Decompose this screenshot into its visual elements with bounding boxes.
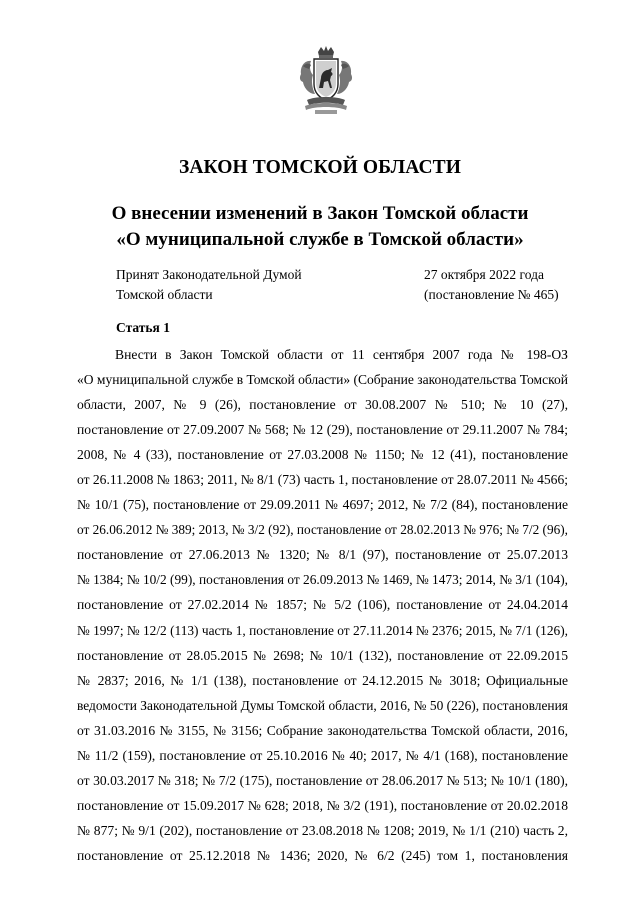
article-line: ведомости Законодательной Думы Томской области, 2016, № 50 (226), постановления: [77, 697, 568, 713]
article-line: постановление от 27.09.2007 № 568; № 12 (29), постановление от 29.11.2007 № 784;: [77, 422, 568, 438]
article-line: от 26.11.2008 № 1863; 2011, № 8/1 (73) часть 1, постановление от 28.07.2011 № 4566;: [77, 472, 568, 488]
article-line: от 30.03.2017 № 318; № 7/2 (175), постановление от 28.06.2017 № 513; № 10/1 (180),: [77, 772, 568, 788]
article-body: [77, 342, 568, 868]
article-line: № 11/2 (159), постановление от 25.10.2016 № 40; 2017, № 4/1 (168), постановление: [77, 747, 568, 763]
article-line: постановление от 27.06.2013 № 1320; № 8/1 (97), постановление от 25.07.2013: [77, 547, 568, 563]
article-line: «О муниципальной службе в Томской области» (Собрание законодательства Томской: [77, 372, 568, 388]
article-line: постановление от 27.02.2014 № 1857; № 5/2 (106), постановление от 24.04.2014: [77, 597, 568, 613]
coat-of-arms-icon: [297, 44, 355, 116]
article-line: № 1997; № 12/2 (113) часть 1, постановление от 27.11.2014 № 2376; 2015, № 7/1 (126),: [77, 622, 568, 638]
adoption-body-line-1: Принят Законодательной Думой: [116, 267, 302, 282]
article-line: № 1384; № 10/2 (99), постановления от 26.09.2013 № 1469, № 1473; 2014, № 3/1 (104),: [77, 572, 568, 588]
law-title: ЗАКОН ТОМСКОЙ ОБЛАСТИ: [178, 157, 462, 178]
adoption-body-line-2: Томской области: [116, 287, 213, 302]
article-line: постановление от 25.12.2018 № 1436; 2020, № 6/2 (245) том 1, постановления: [77, 847, 568, 863]
law-subtitle-line-1: О внесении изменений в Закон Томской области: [111, 203, 529, 224]
article-line: № 2837; 2016, № 1/1 (138), постановление от 24.12.2015 № 3018; Официальные: [77, 672, 568, 688]
article-line: 2008, № 4 (33), постановление от 27.03.2008 № 1150; № 12 (41), постановление: [77, 447, 568, 463]
adoption-date: [424, 265, 559, 305]
law-subtitle-line-2: «О муниципальной службе в Томской области»: [116, 229, 524, 250]
adoption-date-line-1: 27 октября 2022 года: [424, 267, 544, 282]
article-line: № 10/1 (75), постановление от 29.09.2011 № 4697; 2012, № 7/2 (84), постановление: [77, 497, 568, 513]
adoption-body: [116, 265, 302, 305]
article-line: постановление от 28.05.2015 № 2698; № 10/1 (132), постановление от 22.09.2015: [77, 647, 568, 663]
article-heading: Статья 1: [116, 320, 170, 335]
article-line: постановление от 15.09.2017 № 628; 2018, № 3/2 (191), постановление от 20.02.2018: [77, 797, 568, 813]
article-line: № 877; № 9/1 (202), постановление от 23.08.2018 № 1208; 2019, № 1/1 (210) часть 2,: [77, 822, 568, 838]
article-line: от 31.03.2016 № 3155, № 3156; Собрание законодательства Томской области, 2016,: [77, 722, 568, 738]
article-line: от 26.06.2012 № 389; 2013, № 3/2 (92), постановление от 28.02.2013 № 976; № 7/2 (96),: [77, 522, 568, 538]
article-line: области, 2007, № 9 (26), постановление от 30.08.2007 № 510; № 10 (27),: [77, 397, 568, 413]
article-line: Внести в Закон Томской области от 11 сентября 2007 года № 198-ОЗ: [115, 347, 568, 362]
adoption-resolution-line: (постановление № 465): [424, 287, 559, 302]
